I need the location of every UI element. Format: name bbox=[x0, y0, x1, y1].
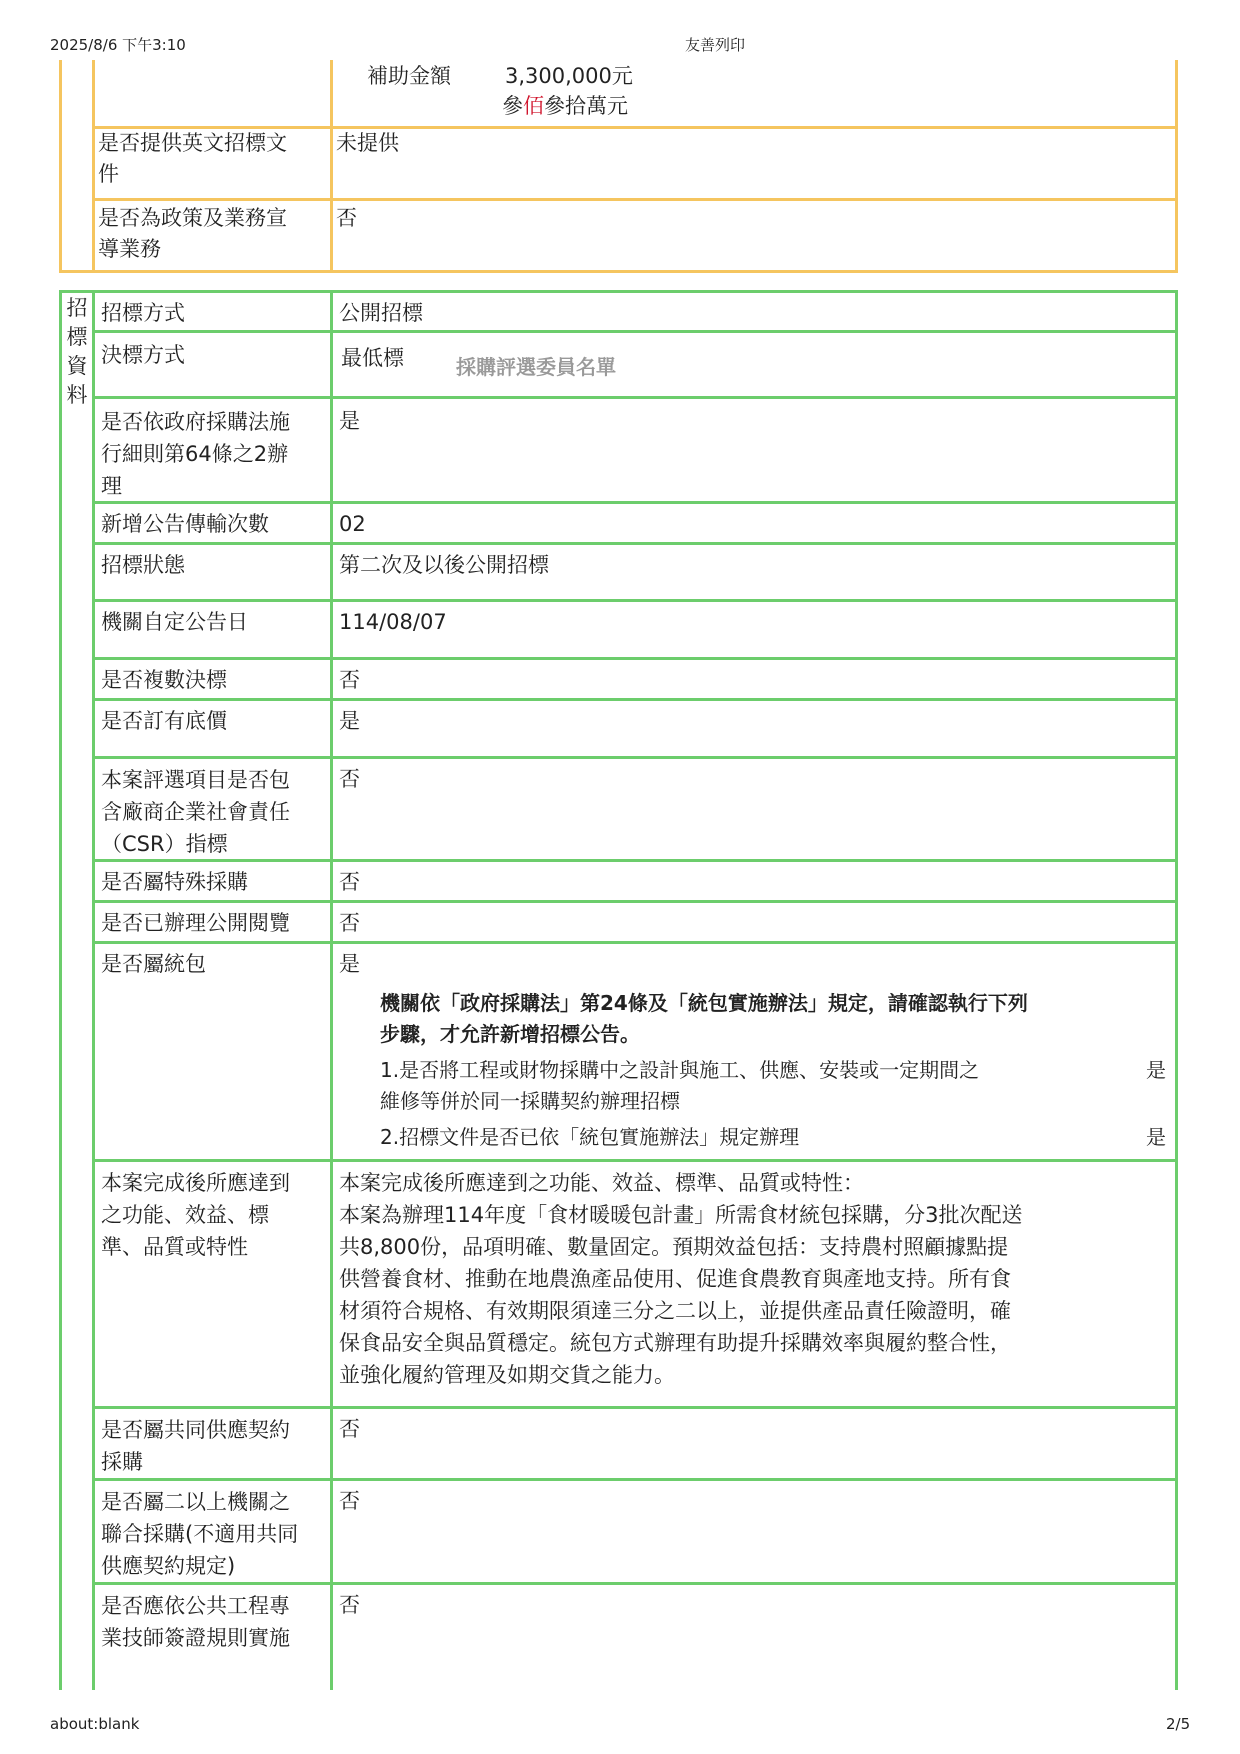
turnkey-question-2: 2.招標文件是否已依「統包實施辦法」規定辦理 bbox=[380, 1125, 800, 1149]
public-review-label: 是否已辦理公開閱覽 bbox=[101, 911, 290, 935]
turnkey-question-2-answer: 是 bbox=[1146, 1125, 1166, 1149]
section-left-border bbox=[59, 60, 62, 273]
joint-procurement-label: 是否屬二以上機關之 聯合採購(不適用共同 供應契約規定) bbox=[101, 1490, 299, 1578]
function-label: 本案完成後所應達到 之功能、效益、標 準、品質或特性 bbox=[101, 1171, 290, 1259]
rule-64-2-value: 是 bbox=[339, 409, 360, 433]
announce-date-label: 機關自定公告日 bbox=[101, 610, 248, 634]
announce-date-value: 114/08/07 bbox=[339, 610, 447, 634]
section-bottom-border bbox=[59, 270, 1178, 273]
function-value: 本案完成後所應達到之功能、效益、標準、品質或特性： 本案為辦理114年度「食材暖暖包計畫」所需食材統包採購，分3批次配送 共8,800份，品項明確、數量固定。預期效益包括：支持農村照顧據點提 供營養食材、推動在地農漁產品使用、促進食農教育與產地支持。所有食 材須符合規格、有效期限須達三分之二以上，並提供產品責任險證明，確 保食品安全與品質穩定。統包方式辦理有助提升採購效率與履約整合性， 並強化履約管理及如期交貨之能力。 bbox=[339, 1171, 1023, 1387]
section-top-border bbox=[59, 290, 1178, 293]
rule-64-2-label: 是否依政府採購法施 行細則第64條之2辦 理 bbox=[101, 410, 290, 498]
joint-procurement-value: 否 bbox=[339, 1489, 360, 1513]
print-url: about:blank bbox=[50, 1715, 140, 1733]
transmission-count-value: 02 bbox=[339, 512, 366, 536]
row-divider bbox=[92, 756, 1178, 759]
row-divider bbox=[92, 330, 1178, 333]
row-divider bbox=[92, 1159, 1178, 1162]
english-docs-label-line-2: 件 bbox=[98, 162, 119, 186]
engineer-certification-value: 否 bbox=[339, 1593, 360, 1617]
public-review-value: 否 bbox=[339, 911, 360, 935]
engineer-certification-label: 是否應依公共工程專 業技師簽證規則實施 bbox=[101, 1594, 290, 1650]
multiple-award-label: 是否複數決標 bbox=[101, 668, 227, 692]
turnkey-label: 是否屬統包 bbox=[101, 952, 206, 976]
csr-value: 否 bbox=[339, 767, 360, 791]
special-procurement-value: 否 bbox=[339, 870, 360, 894]
policy-value: 否 bbox=[336, 206, 357, 230]
english-docs-label-line-1: 是否提供英文招標文 bbox=[98, 131, 287, 155]
print-page-number: 2/5 bbox=[1166, 1715, 1191, 1733]
turnkey-notice: 機關依「政府採購法」第24條及「統包實施辦法」規定，請確認執行下列 步驟，才允許新增招標公告。 bbox=[380, 991, 1028, 1046]
english-docs-value: 未提供 bbox=[336, 131, 399, 155]
turnkey-question-1: 1.是否將工程或財物採購中之設計與施工、供應、安裝或一定期間之 維修等併於同一採購契約辦理招標 bbox=[380, 1058, 980, 1113]
csr-label: 本案評選項目是否包 含廠商企業社會責任 （CSR）指標 bbox=[101, 768, 290, 856]
joint-supply-label: 是否屬共同供應契約 採購 bbox=[101, 1418, 290, 1474]
row-divider bbox=[92, 599, 1178, 602]
tender-info-side-label: 招 標 資 料 bbox=[66, 296, 88, 407]
row-divider bbox=[92, 657, 1178, 660]
row-divider bbox=[92, 396, 1178, 399]
subsidy-label-cell bbox=[92, 60, 333, 129]
tender-status-label: 招標狀態 bbox=[101, 553, 185, 577]
special-procurement-label: 是否屬特殊採購 bbox=[101, 870, 248, 894]
evaluation-committee-overlay: 採購評選委員名單 bbox=[456, 355, 616, 379]
print-title: 友善列印 bbox=[685, 36, 746, 54]
policy-label-line-2: 導業務 bbox=[98, 237, 161, 261]
subsidy-amount-words: 參佰參拾萬元 bbox=[502, 94, 628, 118]
award-method-label: 決標方式 bbox=[101, 343, 185, 367]
section-left-border bbox=[59, 290, 62, 1690]
reserve-price-value: 是 bbox=[339, 709, 360, 733]
policy-value-cell bbox=[330, 198, 1178, 270]
multiple-award-value: 否 bbox=[339, 668, 360, 692]
english-docs-label-cell bbox=[92, 126, 333, 201]
tender-method-value: 公開招標 bbox=[339, 301, 423, 325]
row-divider bbox=[92, 698, 1178, 701]
english-docs-value-cell bbox=[330, 126, 1178, 201]
reserve-price-label: 是否訂有底價 bbox=[101, 709, 227, 733]
subsidy-label: 補助金額 bbox=[367, 64, 451, 88]
subsidy-value-cell bbox=[330, 60, 1178, 129]
print-datetime: 2025/8/6 下午3:10 bbox=[50, 36, 186, 54]
joint-supply-value: 否 bbox=[339, 1417, 360, 1441]
policy-label-line-1: 是否為政策及業務宣 bbox=[98, 206, 287, 230]
turnkey-question-1-answer: 是 bbox=[1146, 1058, 1166, 1082]
tender-status-value: 第二次及以後公開招標 bbox=[339, 553, 549, 577]
turnkey-value: 是 bbox=[339, 952, 360, 976]
row-divider bbox=[92, 1406, 1178, 1409]
row-divider bbox=[92, 900, 1178, 903]
tender-method-label: 招標方式 bbox=[101, 301, 185, 325]
policy-label-cell bbox=[92, 198, 333, 270]
subsidy-amount: 3,300,000元 bbox=[505, 64, 633, 88]
award-method-value: 最低標 bbox=[341, 346, 404, 370]
transmission-count-label: 新增公告傳輸次數 bbox=[101, 512, 269, 536]
